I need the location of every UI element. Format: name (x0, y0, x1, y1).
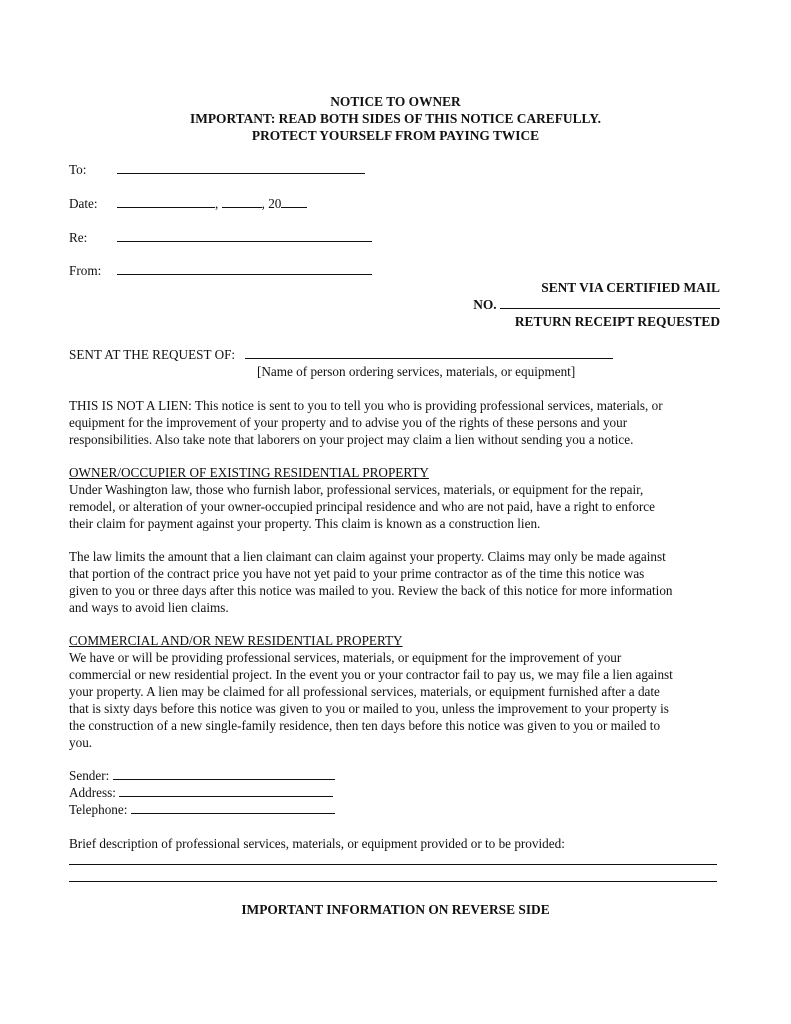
paragraph-line: We have or will be providing professional services, materials, or equipment for the improvement of your (69, 650, 622, 665)
to-blank[interactable] (117, 161, 365, 174)
paragraph-line: The law limits the amount that a lien claimant can claim against your property. Claims may only be made against (69, 549, 666, 564)
paragraph-line: their claim for payment against your property. This claim is known as a construction lien. (69, 516, 541, 531)
sender-blank[interactable] (113, 767, 335, 780)
to-label: To: (69, 162, 87, 177)
date-year-blank[interactable] (281, 195, 307, 208)
address-blank[interactable] (119, 784, 333, 797)
from-label: From: (69, 263, 102, 278)
paragraph-line: THIS IS NOT A LIEN: This notice is sent to you to tell you who is providing professional services, materials, or (69, 398, 663, 413)
paragraph-line: commercial or new residential project. In the event you or your contractor fail to pay us, we may file a lien against (69, 667, 673, 682)
date-day-blank[interactable] (222, 195, 262, 208)
to-field (69, 161, 365, 178)
description-line-2[interactable] (69, 881, 717, 882)
request-field (69, 346, 613, 363)
paragraph-line: equipment for the improvement of your property and to advise you of the rights of these persons and your (69, 415, 628, 430)
not-a-lien-paragraph (69, 397, 729, 448)
description-label: Brief description of professional services, materials, or equipment provided or to be provided: (69, 836, 565, 851)
certified-number-field (473, 296, 720, 313)
paragraph-line: that portion of the contract price you have not yet paid to your prime contractor as of the time this notice was (69, 566, 645, 581)
header-subtitle: PROTECT YOURSELF FROM PAYING TWICE (251, 128, 540, 143)
request-caption: [Name of person ordering services, materials, or equipment] (257, 364, 576, 379)
document-header (0, 93, 791, 144)
sent-via-certified-mail: SENT VIA CERTIFIED MAIL (541, 280, 720, 295)
re-label: Re: (69, 230, 88, 245)
owner-occupier-section (69, 464, 729, 532)
telephone-label: Telephone: (69, 802, 128, 817)
telephone-blank[interactable] (131, 801, 335, 814)
owner-occupier-heading: OWNER/OCCUPIER OF EXISTING RESIDENTIAL PROPERTY (69, 465, 429, 480)
return-receipt-requested: RETURN RECEIPT REQUESTED (514, 314, 720, 329)
reverse-side-notice: IMPORTANT INFORMATION ON REVERSE SIDE (241, 902, 550, 917)
paragraph-line: remodel, or alteration of your owner-occupied principal residence and who are not paid, have a right to enforce (69, 499, 655, 514)
paragraph-line: that is sixty days before this notice was given to you or mailed to you, unless the improvement to your property is (69, 701, 669, 716)
telephone-field (69, 801, 335, 818)
commercial-heading: COMMERCIAL AND/OR NEW RESIDENTIAL PROPERTY (69, 633, 403, 648)
law-limits-paragraph (69, 548, 729, 616)
paragraph-line: given to you or three days after this notice was mailed to you. Review the back of this notice for more information (69, 583, 673, 598)
request-label: SENT AT THE REQUEST OF: (69, 347, 236, 362)
header-warning: IMPORTANT: READ BOTH SIDES OF THIS NOTICE CAREFULLY. (190, 111, 601, 126)
paragraph-line: your property. A lien may be claimed for all professional services, materials, or equipment furnished after a date (69, 684, 660, 699)
description-line-1[interactable] (69, 864, 717, 865)
document-title: NOTICE TO OWNER (330, 94, 461, 109)
paragraph-line: responsibilities. Also take note that laborers on your project may claim a lien without sending you a notice. (69, 432, 634, 447)
from-blank[interactable] (117, 262, 372, 275)
commercial-section (69, 632, 729, 751)
paragraph-line: you. (69, 735, 93, 750)
paragraph-line: the construction of a new single-family residence, then ten days before this notice was given to you or mailed to (69, 718, 661, 733)
re-blank[interactable] (117, 229, 372, 242)
sender-field (69, 767, 335, 784)
re-field (69, 229, 372, 246)
date-field (69, 195, 307, 212)
date-separator-1: , (215, 196, 219, 211)
date-label: Date: (69, 196, 98, 211)
date-month-blank[interactable] (117, 195, 215, 208)
certified-number-blank[interactable] (500, 296, 720, 309)
address-field (69, 784, 333, 801)
sender-label: Sender: (69, 768, 110, 783)
paragraph-line: and ways to avoid lien claims. (69, 600, 229, 615)
address-label: Address: (69, 785, 116, 800)
paragraph-line: Under Washington law, those who furnish labor, professional services, materials, or equipment for the repair, (69, 482, 644, 497)
request-blank[interactable] (245, 346, 613, 359)
date-separator-2: , 20 (261, 196, 282, 211)
certified-number-label: NO. (473, 297, 497, 312)
from-field (69, 262, 372, 279)
